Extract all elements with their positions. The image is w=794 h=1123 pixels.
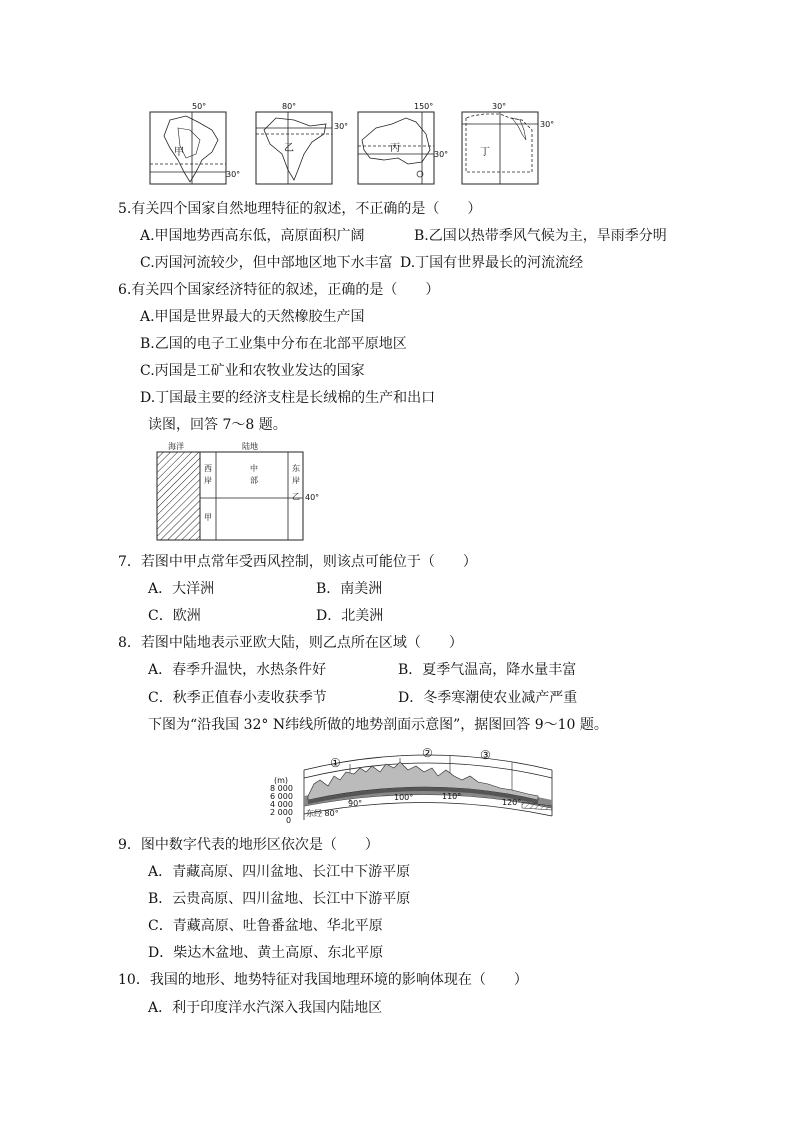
q10-option-a: A．利于印度洋水汽深入我国内陆地区: [148, 1000, 383, 1016]
q9-option-d: D．柴达木盆地、黄土高原、东北平原: [148, 945, 384, 961]
x-tick-120: 120°: [502, 798, 522, 807]
east-coast-1: 东: [292, 464, 300, 473]
y-tick-0: 0: [286, 816, 292, 825]
x-tick-80: 东经 80°: [306, 809, 339, 818]
q5-option-c: C.丙国河流较少，但中部地区地下水丰富: [140, 255, 393, 271]
map-yi-name: 乙: [284, 143, 294, 154]
map-ding-lat: 30°: [540, 120, 555, 129]
x-tick-90: 90°: [348, 799, 363, 808]
east-coast-2: 岸: [292, 476, 300, 485]
map-ding-lon: 30°: [492, 102, 507, 111]
q7-option-a: A．大洋洲: [148, 581, 215, 597]
marker-1: ①: [330, 756, 341, 770]
q7-option-b: B．南美洲: [316, 581, 383, 597]
q6-option-d: D.丁国最主要的经济支柱是长绒棉的生产和出口: [140, 390, 436, 406]
map-jia-lat: 30°: [226, 170, 241, 179]
q5-option-b: B.乙国以热带季风气候为主，旱雨季分明: [414, 228, 667, 244]
ocean-label: 海洋: [168, 442, 184, 451]
q6-stem: 6.有关四个国家经济特征的叙述，正确的是（ ）: [118, 282, 440, 298]
q8-option-c: C．秋季正值春小麦收获季节: [148, 690, 327, 706]
land-diagram-svg: [152, 442, 312, 544]
q5-option-a: A.甲国地势西高东低，高原面积广阔: [140, 228, 365, 244]
map-yi-lat: 30°: [334, 122, 349, 131]
map-ding: [460, 100, 540, 188]
q8-option-b: B．夏季气温高，降水量丰富: [398, 662, 577, 678]
map-jia-name: 甲: [174, 147, 184, 158]
marker-2: ②: [422, 746, 433, 760]
x-tick-100: 100°: [394, 793, 414, 802]
marker-3: ③: [480, 748, 491, 762]
map-ding-name: 丁: [480, 147, 490, 158]
q8-option-a: A．春季升温快，水热条件好: [148, 662, 327, 678]
q6-option-a: A.甲国是世界最大的天然橡胶生产国: [140, 309, 365, 325]
q5-stem: 5.有关四个国家自然地理特征的叙述，不正确的是（ ）: [118, 201, 482, 217]
map-jia-lon: 50°: [192, 102, 207, 111]
x-tick-110: 110°: [442, 792, 462, 801]
q7-option-d: D．北美洲: [316, 608, 384, 624]
lat-40: 40°: [305, 493, 320, 502]
map-jia: [146, 100, 230, 188]
west-coast-1: 西: [204, 464, 212, 473]
q10-stem: 10．我国的地形、地势特征对我国地理环境的影响体现在（ ）: [118, 972, 528, 988]
land-diagram: [152, 442, 332, 544]
q9-option-a: A．青藏高原、四川盆地、长江中下游平原: [148, 864, 411, 880]
terrain-profile: [268, 742, 558, 824]
intro-7-8: 读图，回答 7～8 题。: [148, 417, 287, 433]
q9-option-c: C．青藏高原、吐鲁番盆地、华北平原: [148, 918, 383, 934]
y-tick-2000: 2 000: [270, 808, 293, 817]
middle-2: 部: [250, 476, 258, 485]
q7-stem: 7．若图中甲点常年受西风控制，则该点可能位于（ ）: [118, 554, 477, 570]
map-bing-lat: 30°: [434, 150, 449, 159]
q9-stem: 9．图中数字代表的地形区依次是（ ）: [118, 837, 379, 853]
map-bing-name: 丙: [390, 143, 400, 154]
profile-unit: (m): [274, 776, 289, 785]
land-label: 陆地: [242, 442, 258, 451]
y-tick-6000: 6 000: [270, 792, 293, 801]
q6-option-b: B.乙国的电子工业集中分布在北部平原地区: [140, 336, 407, 352]
map-yi: [254, 100, 334, 188]
q6-option-c: C.丙国是工矿业和农牧业发达的国家: [140, 363, 365, 379]
map-bing-lon: 150°: [414, 102, 434, 111]
country-maps: [146, 100, 555, 188]
q8-option-d: D．冬季寒潮使农业减产严重: [398, 690, 578, 706]
point-yi: 乙: [292, 492, 300, 501]
map-yi-lon: 80°: [282, 102, 297, 111]
q8-stem: 8．若图中陆地表示亚欧大陆，则乙点所在区域（ ）: [118, 635, 463, 651]
q5-option-d: D.丁国有世界最长的河流流经: [400, 255, 584, 271]
q9-option-b: B．云贵高原、四川盆地、长江中下游平原: [148, 891, 411, 907]
intro-9-10: 下图为“沿我国 32° N纬线所做的地势剖面示意图”，据图回答 9～10 题。: [148, 717, 608, 733]
y-tick-4000: 4 000: [270, 800, 293, 809]
middle-1: 中: [250, 464, 258, 473]
q7-option-c: C．欧洲: [148, 608, 201, 624]
y-tick-8000: 8 000: [270, 784, 293, 793]
west-coast-2: 岸: [204, 476, 212, 485]
point-jia: 甲: [204, 513, 212, 522]
